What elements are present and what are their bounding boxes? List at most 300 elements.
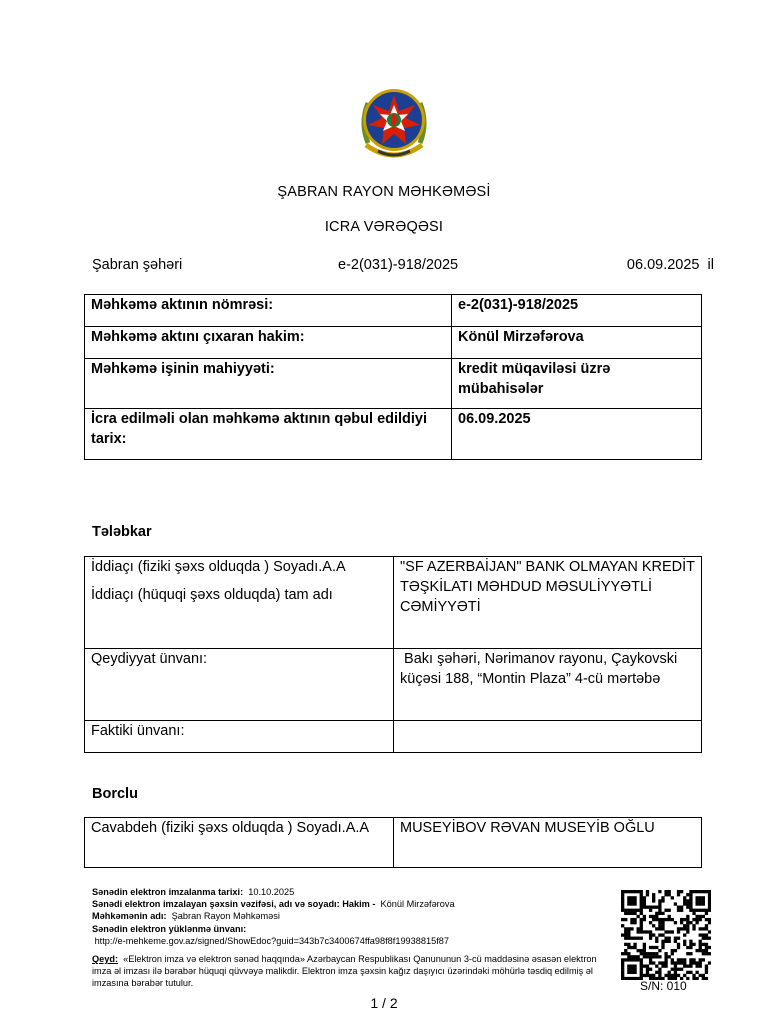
qr-module xyxy=(702,896,705,899)
qr-module xyxy=(621,968,624,971)
qr-module xyxy=(689,964,692,967)
qr-module xyxy=(633,971,636,974)
qr-module xyxy=(627,964,630,967)
qr-module xyxy=(633,977,636,980)
qr-module xyxy=(633,890,636,893)
qr-module xyxy=(708,921,711,924)
qr-module xyxy=(658,909,661,912)
qr-module xyxy=(643,896,646,899)
qr-module xyxy=(643,902,646,905)
qr-module xyxy=(643,899,646,902)
qr-module xyxy=(699,940,702,943)
qr-module xyxy=(627,968,630,971)
sign-date-label: Sənədin elektron imzalanma tarixi: xyxy=(92,887,244,897)
qr-module xyxy=(652,946,655,949)
qr-module xyxy=(627,943,630,946)
upload-label: Sənədin elektron yüklənmə ünvanı: xyxy=(92,923,247,934)
debtor-table xyxy=(84,817,702,868)
qr-module xyxy=(699,943,702,946)
qr-module xyxy=(646,890,649,893)
qr-module xyxy=(664,940,667,943)
qr-module xyxy=(633,946,636,949)
qr-module xyxy=(708,899,711,902)
qr-module xyxy=(649,909,652,912)
qr-module xyxy=(640,964,643,967)
qr-module xyxy=(695,902,698,905)
qr-module xyxy=(683,918,686,921)
qr-module xyxy=(689,958,692,961)
qr-module xyxy=(646,930,649,933)
qr-module xyxy=(633,955,636,958)
qr-module xyxy=(637,909,640,912)
qr-module xyxy=(677,906,680,909)
court-name: ŞABRAN RAYON MƏHKƏMƏSİ xyxy=(277,184,491,200)
qr-module xyxy=(695,909,698,912)
qr-module xyxy=(705,937,708,940)
qr-module xyxy=(661,946,664,949)
claimant-table xyxy=(84,556,702,753)
actual-address-label: Faktiki ünvanı: xyxy=(85,721,394,753)
qr-module xyxy=(658,971,661,974)
signer-label: Sənədi elektron imzalayan şəxsin vəzifəsi, adı və soyadı: Hakim - xyxy=(92,899,376,910)
adoption-date-value: 06.09.2025 xyxy=(452,409,702,460)
qr-module xyxy=(658,890,661,893)
qr-module xyxy=(627,933,630,936)
qr-module xyxy=(674,964,677,967)
qr-module xyxy=(674,974,677,977)
qr-module xyxy=(658,912,661,915)
qr-module xyxy=(699,958,702,961)
qr-module xyxy=(655,927,658,930)
qr-module xyxy=(655,971,658,974)
table-row xyxy=(85,295,702,327)
serial-number: S/N: 010 xyxy=(640,979,687,993)
qr-module xyxy=(646,906,649,909)
city: Şabran şəhəri xyxy=(92,257,183,273)
qr-module xyxy=(708,930,711,933)
qr-module xyxy=(708,890,711,893)
qr-module xyxy=(674,940,677,943)
qr-module xyxy=(705,890,708,893)
qr-module xyxy=(621,902,624,905)
qr-module xyxy=(661,927,664,930)
qr-module xyxy=(643,946,646,949)
qr-module xyxy=(674,949,677,952)
qr-module xyxy=(630,896,633,899)
qr-module xyxy=(692,890,695,893)
qr-module xyxy=(680,968,683,971)
table-row xyxy=(85,409,702,460)
qr-module xyxy=(658,906,661,909)
qr-module xyxy=(686,924,689,927)
qr-module xyxy=(640,924,643,927)
qr-module xyxy=(652,933,655,936)
qr-module xyxy=(649,961,652,964)
qr-module xyxy=(661,924,664,927)
qr-module xyxy=(708,893,711,896)
qr-module xyxy=(671,952,674,955)
qr-module xyxy=(674,971,677,974)
qr-module xyxy=(640,890,643,893)
signer-name: Könül Mirzəfərova xyxy=(380,899,455,910)
qr-module xyxy=(671,918,674,921)
qr-module xyxy=(661,964,664,967)
qr-module xyxy=(621,909,624,912)
document-date: 06.09.2025 il xyxy=(626,257,714,273)
qr-module xyxy=(646,971,649,974)
qr-module xyxy=(689,896,692,899)
qr-module xyxy=(702,890,705,893)
qr-module xyxy=(630,890,633,893)
qr-module xyxy=(621,961,624,964)
qr-module xyxy=(621,893,624,896)
qr-module xyxy=(664,958,667,961)
qr-module xyxy=(637,890,640,893)
qr-module xyxy=(627,952,630,955)
qr-module xyxy=(699,902,702,905)
table-row xyxy=(85,327,702,359)
qr-module xyxy=(692,912,695,915)
qr-module xyxy=(661,940,664,943)
qr-module xyxy=(708,918,711,921)
qr-module xyxy=(699,933,702,936)
qr-module xyxy=(702,902,705,905)
qr-module xyxy=(702,949,705,952)
qr-module xyxy=(695,890,698,893)
qr-module xyxy=(633,899,636,902)
qr-module xyxy=(705,933,708,936)
qr-module xyxy=(640,968,643,971)
qr-module xyxy=(695,918,698,921)
qr-module xyxy=(708,937,711,940)
qr-module xyxy=(643,952,646,955)
qr-module xyxy=(627,896,630,899)
qr-module xyxy=(705,943,708,946)
qr-module xyxy=(649,974,652,977)
qr-module xyxy=(627,899,630,902)
court-value: Şabran Rayon Məhkəməsi xyxy=(171,911,280,922)
qr-module xyxy=(624,927,627,930)
qr-module xyxy=(677,930,680,933)
qr-module xyxy=(664,974,667,977)
qr-module xyxy=(692,927,695,930)
qr-module xyxy=(686,918,689,921)
qr-module xyxy=(683,940,686,943)
qr-module xyxy=(649,952,652,955)
qr-module xyxy=(640,921,643,924)
qr-module xyxy=(683,924,686,927)
qr-module xyxy=(689,946,692,949)
qr-module xyxy=(689,940,692,943)
qr-module xyxy=(630,912,633,915)
qr-module xyxy=(674,937,677,940)
qr-module xyxy=(637,927,640,930)
qr-module xyxy=(708,896,711,899)
qr-module xyxy=(637,949,640,952)
qr-module xyxy=(630,946,633,949)
qr-module xyxy=(627,958,630,961)
qr-module xyxy=(674,968,677,971)
qr-module xyxy=(702,899,705,902)
qr-module xyxy=(677,946,680,949)
qr-module xyxy=(640,971,643,974)
qr-module xyxy=(630,964,633,967)
qr-module xyxy=(621,958,624,961)
qr-module xyxy=(627,971,630,974)
qr-module xyxy=(630,971,633,974)
qr-module xyxy=(630,909,633,912)
qr-module xyxy=(661,912,664,915)
qr-module xyxy=(702,909,705,912)
qr-module xyxy=(664,952,667,955)
qr-module xyxy=(708,952,711,955)
qr-module xyxy=(702,943,705,946)
qr-module xyxy=(652,906,655,909)
qr-module xyxy=(674,921,677,924)
qr-module xyxy=(649,946,652,949)
qr-module xyxy=(668,971,671,974)
qr-module xyxy=(708,906,711,909)
qr-module xyxy=(686,906,689,909)
qr-module xyxy=(695,899,698,902)
qr-module xyxy=(621,964,624,967)
qr-module xyxy=(640,961,643,964)
qr-module xyxy=(692,943,695,946)
qr-module xyxy=(643,930,646,933)
qr-module xyxy=(699,918,702,921)
qr-module xyxy=(655,912,658,915)
act-number-label: Məhkəmə aktının nömrəsi: xyxy=(85,295,452,327)
qr-module xyxy=(652,915,655,918)
qr-module xyxy=(677,968,680,971)
qr-module xyxy=(643,943,646,946)
qr-module xyxy=(630,921,633,924)
qr-module xyxy=(683,964,686,967)
qr-module xyxy=(658,921,661,924)
qr-module xyxy=(655,940,658,943)
qr-module xyxy=(686,902,689,905)
qr-module xyxy=(640,918,643,921)
qr-module xyxy=(655,946,658,949)
qr-module xyxy=(668,909,671,912)
qr-module xyxy=(646,952,649,955)
qr-module xyxy=(621,933,624,936)
qr-module xyxy=(689,961,692,964)
document-title: ICRA VƏRƏQƏSI xyxy=(324,219,444,235)
coat-of-arms-emblem xyxy=(354,83,434,165)
qr-module xyxy=(633,937,636,940)
table-row xyxy=(85,359,702,409)
qr-module xyxy=(637,958,640,961)
qr-module xyxy=(664,961,667,964)
qr-module xyxy=(686,952,689,955)
qr-module xyxy=(649,933,652,936)
qr-module xyxy=(683,902,686,905)
qr-module xyxy=(630,918,633,921)
qr-module xyxy=(680,921,683,924)
qr-module xyxy=(661,921,664,924)
qr-module xyxy=(655,937,658,940)
qr-module xyxy=(686,971,689,974)
qr-module xyxy=(664,909,667,912)
qr-module xyxy=(664,918,667,921)
qr-module xyxy=(668,937,671,940)
qr-module xyxy=(705,968,708,971)
judge-value: Könül Mirzəfərova xyxy=(452,327,702,359)
qr-module xyxy=(624,918,627,921)
qr-module xyxy=(680,961,683,964)
qr-module xyxy=(689,902,692,905)
qr-module xyxy=(640,937,643,940)
qr-module xyxy=(689,909,692,912)
qr-module xyxy=(677,943,680,946)
judge-label: Məhkəmə aktını çıxaran hakim: xyxy=(85,327,452,359)
qr-module xyxy=(627,977,630,980)
qr-module xyxy=(692,918,695,921)
qr-module xyxy=(689,921,692,924)
qr-module xyxy=(664,964,667,967)
qr-module xyxy=(624,952,627,955)
qr-module xyxy=(627,902,630,905)
qr-module xyxy=(677,893,680,896)
qr-module xyxy=(680,909,683,912)
qr-module xyxy=(637,937,640,940)
qr-module xyxy=(652,918,655,921)
qr-module xyxy=(680,958,683,961)
qr-module xyxy=(630,937,633,940)
qr-module xyxy=(686,930,689,933)
note-label: Qeyd: xyxy=(92,954,119,965)
qr-module xyxy=(627,912,630,915)
qr-module xyxy=(633,912,636,915)
qr-module xyxy=(646,974,649,977)
qr-module xyxy=(621,952,624,955)
qr-module xyxy=(695,971,698,974)
qr-module xyxy=(643,974,646,977)
qr-module xyxy=(646,893,649,896)
qr-module xyxy=(624,977,627,980)
qr-module xyxy=(671,949,674,952)
reg-address-label: Qeydiyyat ünvanı: xyxy=(85,649,394,721)
qr-module xyxy=(699,909,702,912)
qr-module xyxy=(640,949,643,952)
qr-module xyxy=(680,906,683,909)
qr-module xyxy=(699,899,702,902)
qr-module xyxy=(668,893,671,896)
qr-module xyxy=(633,958,636,961)
qr-module xyxy=(674,961,677,964)
qr-module xyxy=(640,927,643,930)
qr-module xyxy=(705,949,708,952)
qr-module xyxy=(621,896,624,899)
qr-module xyxy=(661,896,664,899)
qr-module xyxy=(695,961,698,964)
qr-module xyxy=(683,927,686,930)
qr-module xyxy=(702,915,705,918)
qr-module xyxy=(683,958,686,961)
qr-module xyxy=(621,918,624,921)
qr-module xyxy=(677,927,680,930)
qr-module xyxy=(621,924,624,927)
qr-module xyxy=(705,924,708,927)
qr-module xyxy=(702,958,705,961)
upload-url-link[interactable]: http://e-mehkeme.gov.az/signed/ShowEdoc?guid=343b7c3400674ffa98f8f19938815f87 xyxy=(94,935,449,946)
qr-module xyxy=(624,943,627,946)
qr-module xyxy=(664,930,667,933)
qr-module xyxy=(624,912,627,915)
qr-module xyxy=(652,961,655,964)
qr-module xyxy=(658,961,661,964)
claimant-section-title: Tələbkar xyxy=(92,524,152,540)
qr-module xyxy=(692,958,695,961)
qr-module xyxy=(661,918,664,921)
qr-code xyxy=(621,890,711,980)
qr-module xyxy=(689,890,692,893)
qr-module xyxy=(649,968,652,971)
qr-module xyxy=(627,937,630,940)
qr-module xyxy=(633,968,636,971)
qr-module xyxy=(624,937,627,940)
qr-module xyxy=(658,918,661,921)
reg-address-value: Bakı şəhəri, Nərimanov rayonu, Çaykovski küçəsi 188, “Montin Plaza” 4-cü mərtəbə xyxy=(394,649,702,721)
qr-module xyxy=(646,955,649,958)
qr-module xyxy=(699,927,702,930)
qr-module xyxy=(624,933,627,936)
qr-module xyxy=(652,896,655,899)
qr-module xyxy=(621,890,624,893)
qr-module xyxy=(699,964,702,967)
qr-module xyxy=(705,952,708,955)
qr-module xyxy=(658,933,661,936)
qr-module xyxy=(705,971,708,974)
qr-module xyxy=(661,943,664,946)
qr-module xyxy=(689,943,692,946)
qr-module xyxy=(630,902,633,905)
qr-module xyxy=(692,961,695,964)
qr-module xyxy=(640,958,643,961)
claimant-legal-label: İddiaçı (hüquqi şəxs olduqda) tam adı xyxy=(91,587,333,603)
qr-module xyxy=(630,927,633,930)
debtor-name: MUSEYİBOV RƏVAN MUSEYİB OĞLU xyxy=(394,818,702,868)
qr-module xyxy=(627,930,630,933)
qr-module xyxy=(658,902,661,905)
table-row xyxy=(85,557,702,649)
qr-module xyxy=(652,899,655,902)
qr-module xyxy=(633,902,636,905)
qr-module xyxy=(637,915,640,918)
qr-module xyxy=(689,893,692,896)
qr-module xyxy=(705,946,708,949)
qr-module xyxy=(658,924,661,927)
qr-module xyxy=(655,918,658,921)
qr-module xyxy=(668,918,671,921)
qr-module xyxy=(677,890,680,893)
qr-module xyxy=(658,949,661,952)
qr-module xyxy=(699,946,702,949)
qr-module xyxy=(708,909,711,912)
qr-module xyxy=(664,937,667,940)
qr-module xyxy=(624,909,627,912)
qr-module xyxy=(680,890,683,893)
qr-module xyxy=(677,958,680,961)
qr-module xyxy=(689,952,692,955)
qr-module xyxy=(668,915,671,918)
qr-module xyxy=(671,968,674,971)
qr-module xyxy=(671,896,674,899)
qr-module xyxy=(633,909,636,912)
qr-module xyxy=(686,946,689,949)
qr-module xyxy=(683,943,686,946)
